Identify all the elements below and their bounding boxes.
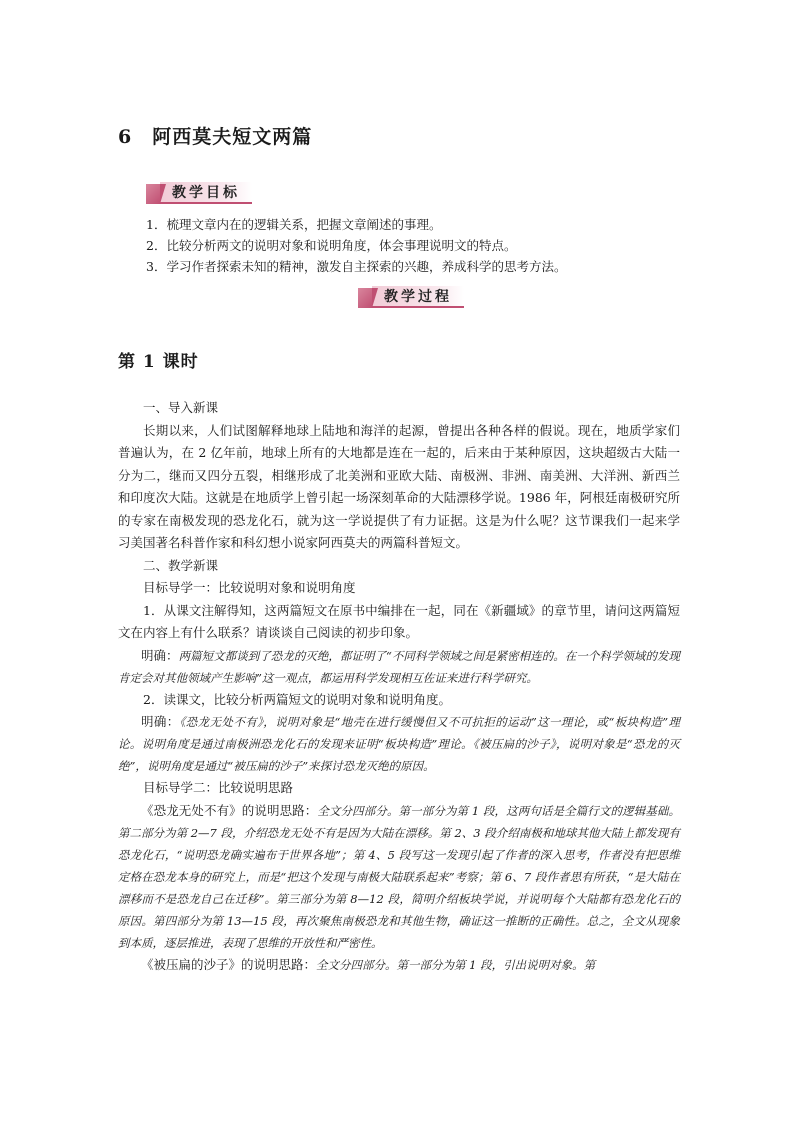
answer-text: 全文分四部分。第一部分为第 1 段，引出说明对象。第 (316, 957, 596, 972)
answer-lead: 《恐龙无处不有》的说明思路： (141, 802, 318, 818)
lesson-title: 6 阿西莫夫短文两篇 (118, 126, 313, 148)
guide-1-heading: 目标导学一：比较说明对象和说明角度 (143, 580, 356, 595)
teaching-process-banner (358, 286, 464, 308)
goal-item: 1．梳理文章内在的逻辑关系，把握文章阐述的事理。 (146, 217, 442, 232)
answer-lead: 《被压扁的沙子》的说明思路： (141, 956, 317, 972)
section-title: 第 1 课时 (118, 352, 199, 372)
teaching-goals-banner (146, 182, 252, 204)
answer-2 (118, 711, 680, 777)
answer-4 (118, 954, 680, 976)
answer-lead: 明确： (141, 647, 179, 663)
answer-text: 两篇短文都谈到了恐龙的灭绝，都证明了“不同科学领域之间是紧密相连的。在一个科学领域的发现肯定会对其他领域产生影响”这一观点，都运用科学发现相互佐证来进行科学研究。 (118, 648, 680, 685)
question-1: 1．从课文注解得知，这两篇短文在原书中编排在一起，同在《新疆域》的章节里，请问这两篇短文在内容上有什么联系？请谈谈自己阅读的初步印象。 (118, 602, 680, 640)
lesson-body (118, 397, 680, 976)
teaching-process-heading: 教学过程 (372, 286, 464, 308)
answer-3 (118, 800, 680, 954)
teaching-goals-heading: 教学目标 (160, 182, 252, 204)
intro-paragraph: 长期以来，人们试图解释地球上陆地和海洋的起源，曾提出各种各样的假说。现在，地质学家们普遍认为，在 2 亿年前，地球上所有的大地都是连在一起的，后来由于某种原因，这块超级古大陆一分为二，继而又四分五裂，相继形成了北美洲和亚欧大陆、南极洲、非洲、南美洲、大洋洲、新西兰和印度次大陆。这就是在地质学上曾引起一场深刻革命的大陆漂移学说。1986 年，阿根廷南极研究所的专家在南极发现的恐龙化石，就为这一学说提供了有力证据。这是为什么呢？这节课我们一起来学习美国著名科普作家和科幻想小说家阿西莫夫的两篇科普短文。 (118, 422, 680, 550)
guide-2-heading: 目标导学二：比较说明思路 (143, 780, 294, 795)
goals-list (146, 214, 666, 277)
answer-text: 全文分四部分。第一部分为第 1 段，这两句话是全篇行文的逻辑基础。第二部分为第 2—7 段，介绍恐龙无处不有是因为大陆在漂移。第 2、3 段介绍南极和地球其他大陆上都发现有恐龙化石，“说明恐龙确实遍布于世界各地”；第 4、5 段写这一发现引起了作者的深入思考，作者没有把思维定格在恐龙本身的研究上，而是“把这个发现与南极大陆联系起来”考察；第 6、7 段作者思有所获，“是大陆在漂移而不是恐龙自己在迁移”。第三部分为第 8—12 段，简明介绍板块学说，并说明每个大陆都有恐龙化石的原因。第四部分为第 13—15 段，再次聚焦南极恐龙和其他生物，确证这一推断的正确性。总之，全文从现象到本质，逐层推进，表现了思维的开放性和严密性。 (118, 803, 680, 950)
question-2: 2．读课文，比较分析两篇短文的说明对象和说明角度。 (143, 691, 451, 707)
banner-flag-icon (358, 288, 372, 308)
answer-1 (118, 645, 680, 689)
heading-new-lesson: 二、教学新课 (143, 557, 219, 573)
answer-lead: 明确： (141, 714, 180, 729)
banner-flag-icon (146, 184, 160, 204)
answer-text: 《恐龙无处不有》，说明对象是“地壳在进行缓慢但又不可抗拒的运动”这一理论，或“板块构造”理论。说明角度是通过南极洲恐龙化石的发现来证明“板块构造”理论。《被压扁的沙子》，说明对象是“恐龙的灭绝”，说明角度是通过“被压扁的沙子”来探讨恐龙灭绝的原因。 (118, 715, 680, 773)
goal-item: 2．比较分析两文的说明对象和说明角度，体会事理说明文的特点。 (146, 238, 517, 253)
heading-intro: 一、导入新课 (143, 400, 219, 415)
goal-item: 3．学习作者探索未知的精神，激发自主探索的兴趣，养成科学的思考方法。 (146, 259, 567, 274)
